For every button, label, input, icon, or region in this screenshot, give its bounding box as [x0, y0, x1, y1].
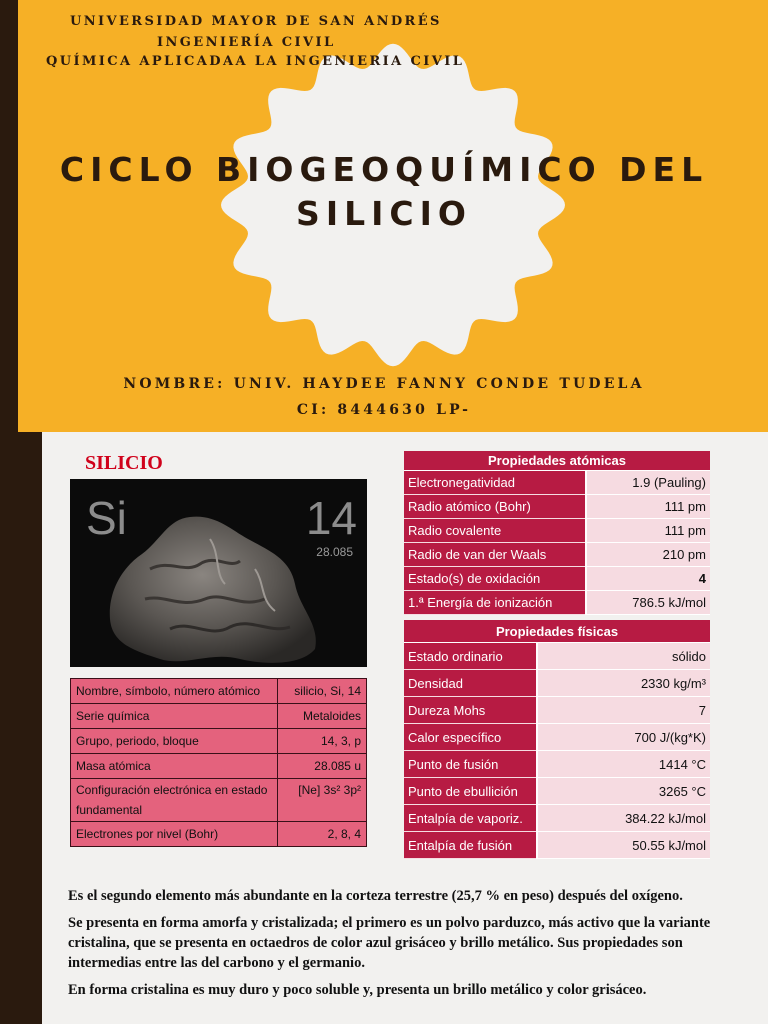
- table-heading: Propiedades atómicas: [404, 451, 710, 471]
- cell-value: sólido: [537, 643, 710, 670]
- left-accent-bar: [0, 432, 42, 864]
- cell-label: Punto de ebullición: [404, 778, 537, 805]
- table-row: [404, 543, 710, 567]
- table-row: [404, 832, 710, 859]
- table-row: [71, 729, 367, 754]
- text-slide: [0, 864, 768, 1024]
- table-row: [404, 643, 710, 670]
- atomic-mass: 28.085: [316, 545, 353, 559]
- table-row: [71, 704, 367, 729]
- cell-value: 7: [537, 697, 710, 724]
- paragraph: Se presenta en forma amorfa y cristalizada; el primero es un polvo parduzco, más activo que la variante cristalina, que se presenta en octaedros de color azul grisáceo y brillo metálico. Sus propiedades son intermedias entre las del carbono y el germanio.: [68, 915, 711, 971]
- cell-label: Electronegatividad: [404, 471, 586, 495]
- body-text: [68, 886, 728, 1007]
- element-symbol: Si: [86, 492, 127, 544]
- atomic-number: 14: [305, 492, 357, 544]
- cell-value: [Ne] 3s² 3p²: [278, 779, 367, 822]
- cell-label: Radio atómico (Bohr): [404, 495, 586, 519]
- table-row: [404, 567, 710, 591]
- cell-label: Densidad: [404, 670, 537, 697]
- cell-label: Estado(s) de oxidación: [404, 567, 586, 591]
- element-slide: [0, 432, 768, 864]
- table-row: [404, 670, 710, 697]
- cell-value: 4: [586, 567, 710, 591]
- element-heading: SILICIO: [85, 452, 163, 474]
- title-line-2: SILICIO: [296, 194, 472, 233]
- table-row: [404, 697, 710, 724]
- table-row: [71, 679, 367, 704]
- table-row: [404, 471, 710, 495]
- table-row: [404, 751, 710, 778]
- cell-label: Masa atómica: [71, 754, 278, 779]
- cell-label: Nombre, símbolo, número atómico: [71, 679, 278, 704]
- cell-value: 2330 kg/m³: [537, 670, 710, 697]
- table-row: [71, 754, 367, 779]
- author-name: NOMBRE: UNIV. HAYDEE FANNY CONDE TUDELA: [123, 376, 645, 392]
- cell-value: 700 J/(kg*K): [537, 724, 710, 751]
- cell-value: 210 pm: [586, 543, 710, 567]
- cell-label: Radio covalente: [404, 519, 586, 543]
- cell-label: Punto de fusión: [404, 751, 537, 778]
- cell-value: 111 pm: [586, 519, 710, 543]
- cell-label: Radio de van der Waals: [404, 543, 586, 567]
- cell-label: Configuración electrónica en estado fundamental: [71, 779, 278, 822]
- table-row: [404, 495, 710, 519]
- cell-value: 50.55 kJ/mol: [537, 832, 710, 859]
- left-accent-bar: [0, 864, 42, 1024]
- page-title: [0, 148, 768, 236]
- table-row: [404, 778, 710, 805]
- table-header-row: [404, 620, 710, 643]
- faculty-name: INGENIERÍA CIVIL: [157, 35, 336, 50]
- cell-label: 1.ª Energía de ionización: [404, 591, 586, 615]
- cell-label: Entalpía de vaporiz.: [404, 805, 537, 832]
- title-slide: [0, 0, 768, 432]
- element-info-table: [70, 678, 367, 847]
- university-name: UNIVERSIDAD MAYOR DE SAN ANDRÉS: [70, 14, 442, 29]
- table-row: [404, 805, 710, 832]
- cell-value: 1.9 (Pauling): [586, 471, 710, 495]
- table-heading: Propiedades físicas: [404, 620, 710, 643]
- cell-value: 2, 8, 4: [278, 822, 367, 847]
- atomic-properties-table: [404, 451, 710, 615]
- table-row: [404, 519, 710, 543]
- paragraph: Es el segundo elemento más abundante en la corteza terrestre (25,7 % en peso) después del oxígeno.: [68, 888, 683, 904]
- cell-value: 384.22 kJ/mol: [537, 805, 710, 832]
- cell-value: 786.5 kJ/mol: [586, 591, 710, 615]
- physical-properties-table: [404, 620, 710, 859]
- title-line-1: CICLO BIOGEOQUÍMICO DEL: [59, 150, 709, 189]
- paragraph: En forma cristalina es muy duro y poco soluble y, presenta un brillo metálico y color grisáceo.: [68, 982, 647, 998]
- cell-value: silicio, Si, 14: [278, 679, 367, 704]
- course-name: QUÍMICA APLICADAA LA INGENIERIA CIVIL: [46, 54, 465, 69]
- cell-label: Grupo, periodo, bloque: [71, 729, 278, 754]
- cell-label: Entalpía de fusión: [404, 832, 537, 859]
- table-row: [71, 779, 367, 822]
- cell-value: Metaloides: [278, 704, 367, 729]
- author-ci: CI: 8444630 LP-: [296, 402, 472, 418]
- cell-label: Estado ordinario: [404, 643, 537, 670]
- cell-label: Dureza Mohs: [404, 697, 537, 724]
- cell-value: 3265 °C: [537, 778, 710, 805]
- cell-label: Calor específico: [404, 724, 537, 751]
- table-row: [404, 591, 710, 615]
- table-row: [404, 724, 710, 751]
- cell-value: 14, 3, p: [278, 729, 367, 754]
- cell-label: Electrones por nivel (Bohr): [71, 822, 278, 847]
- table-row: [71, 822, 367, 847]
- table-header-row: [404, 451, 710, 471]
- cell-value: 28.085 u: [278, 754, 367, 779]
- silicon-photo: [70, 479, 367, 667]
- cell-value: 1414 °C: [537, 751, 710, 778]
- cell-label: Serie química: [71, 704, 278, 729]
- cell-value: 111 pm: [586, 495, 710, 519]
